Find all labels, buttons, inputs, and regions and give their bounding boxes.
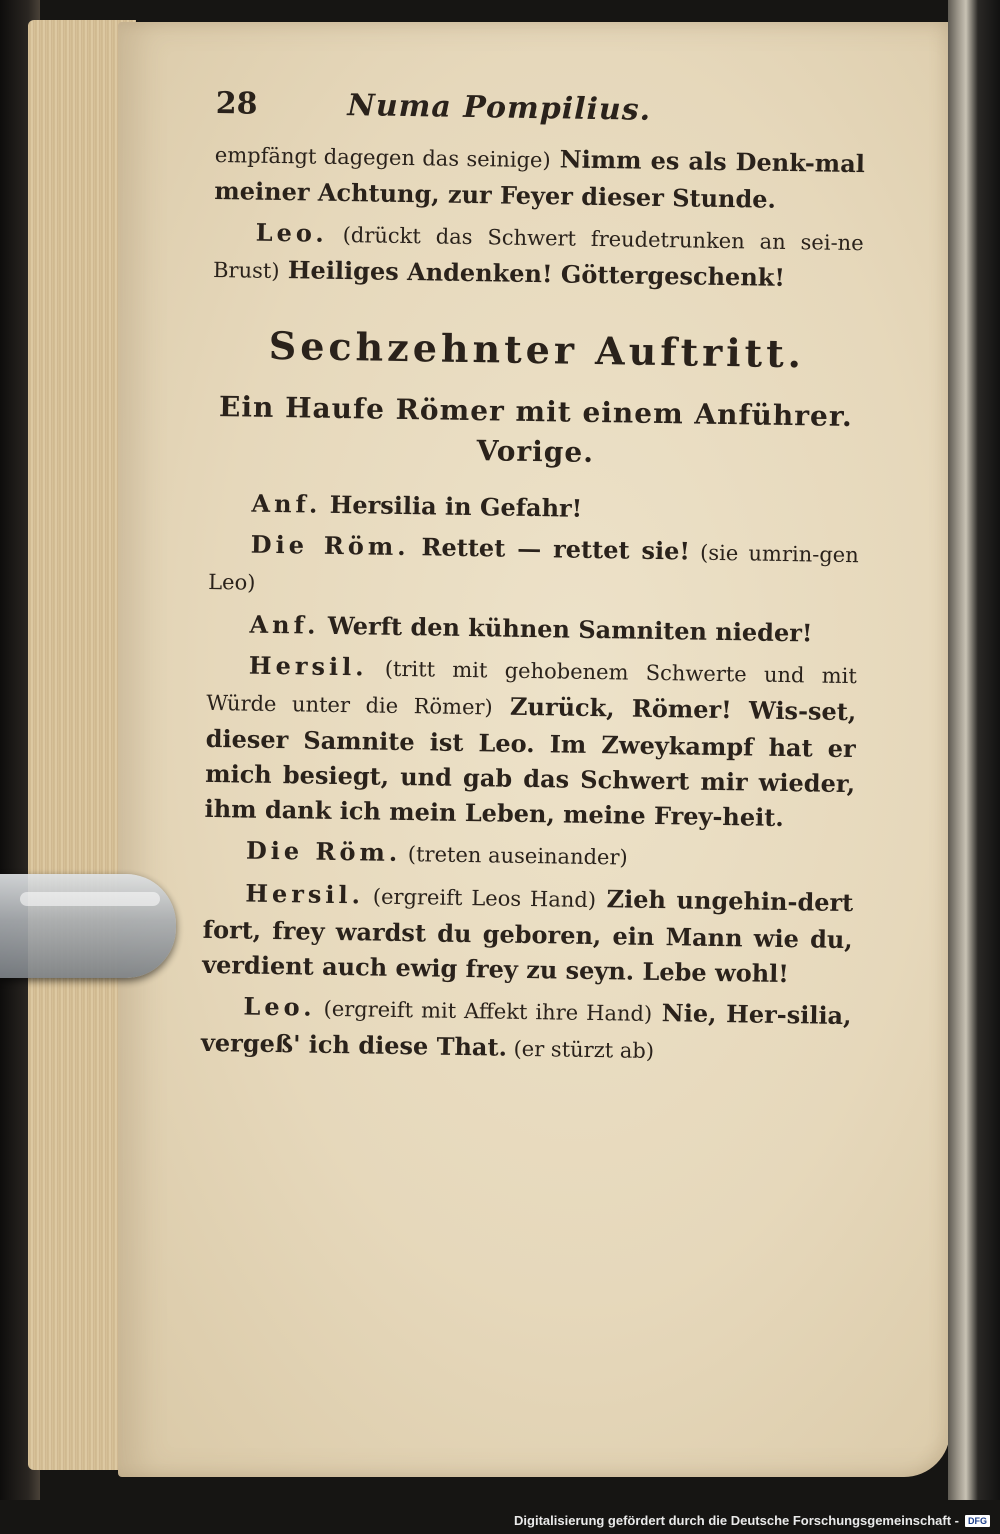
speaker-name: Hersil.: [248, 650, 368, 682]
cast-line: Ein Haufe Römer mit einem Anführer.: [218, 390, 854, 434]
book-clip-highlight: [20, 892, 160, 906]
stage-direction: (er stürzt ab): [506, 1036, 655, 1063]
dfg-logo-icon: DFG: [965, 1515, 990, 1527]
speech: [207, 606, 857, 651]
stage-direction: empfängt dagegen das seinige): [214, 142, 551, 173]
speech-text: Zurück, Römer! Wis-set, dieser Samnite ist Leo. Im Zweykampf hat er mich besiegt, und gab das Schwert mir wieder, ihm dank ich mein Leben, meine Frey-heit.: [204, 691, 857, 833]
speaker-name: Anf.: [251, 488, 322, 519]
speech-leo-1: [213, 214, 864, 298]
stage-direction: (ergreift mit Affekt ihre Hand): [315, 996, 653, 1026]
facing-page-edge: [948, 0, 1000, 1500]
speech-text: Hersilia in Gefahr!: [321, 489, 583, 523]
speaker-name: Leo.: [255, 217, 329, 248]
speech-text: Nie, Her-silia, vergeß' ich diese That.: [200, 997, 852, 1062]
speech: [208, 526, 859, 610]
page-text: [201, 86, 866, 1078]
stage-direction: (ergreift Leos Hand): [363, 884, 597, 913]
speech: [202, 875, 854, 992]
speech: [209, 485, 859, 530]
book-clip: [0, 874, 176, 978]
stage-direction: (tritt mit gehobenem Schwerte und mit Würde unter die Römer): [206, 656, 857, 720]
paragraph-continuation: [214, 136, 865, 218]
speech-text: Werft den kühnen Samniten nieder!: [319, 610, 813, 648]
speech: [204, 647, 857, 836]
speaker-name: Anf.: [249, 609, 320, 640]
scene-title: Sechzehnter Auftritt.: [268, 322, 806, 377]
speaker-name: Hersil.: [245, 878, 365, 910]
speech-text: Rettet — rettet sie!: [409, 532, 691, 566]
speech-text: Heiliges Andenken! Göttergeschenk!: [279, 255, 786, 292]
cast-line: Vorige.: [476, 434, 595, 469]
stage-direction: (treten auseinander): [401, 842, 628, 870]
speaker-name: Die Röm.: [250, 529, 410, 562]
speaker-name: Leo.: [243, 991, 316, 1022]
stage-direction: (sie umrin-gen Leo): [208, 540, 859, 595]
speech-text: Zieh ungehin-dert fort, frey wardst du geboren, ein Mann wie du, verdient auch ewig frey zu seyn. Lebe wohl!: [201, 884, 854, 989]
speech: [204, 832, 855, 879]
scene-cast: [210, 387, 861, 477]
speaker-name: Die Röm.: [245, 835, 402, 868]
running-title: Numa Pompilius.: [347, 88, 652, 128]
speech: [201, 988, 852, 1072]
digitization-footer: [514, 1513, 990, 1528]
speech-text: Nimm es als Denk-mal meiner Achtung, zur Feyer dieser Stunde.: [214, 144, 866, 214]
funding-credit: Digitalisierung gefördert durch die Deutsche Forschungsgemeinschaft -: [514, 1513, 959, 1528]
stage-direction: (drückt das Schwert freudetrunken an sei-ne Brust): [212, 222, 864, 284]
page-number: 28: [215, 86, 258, 122]
